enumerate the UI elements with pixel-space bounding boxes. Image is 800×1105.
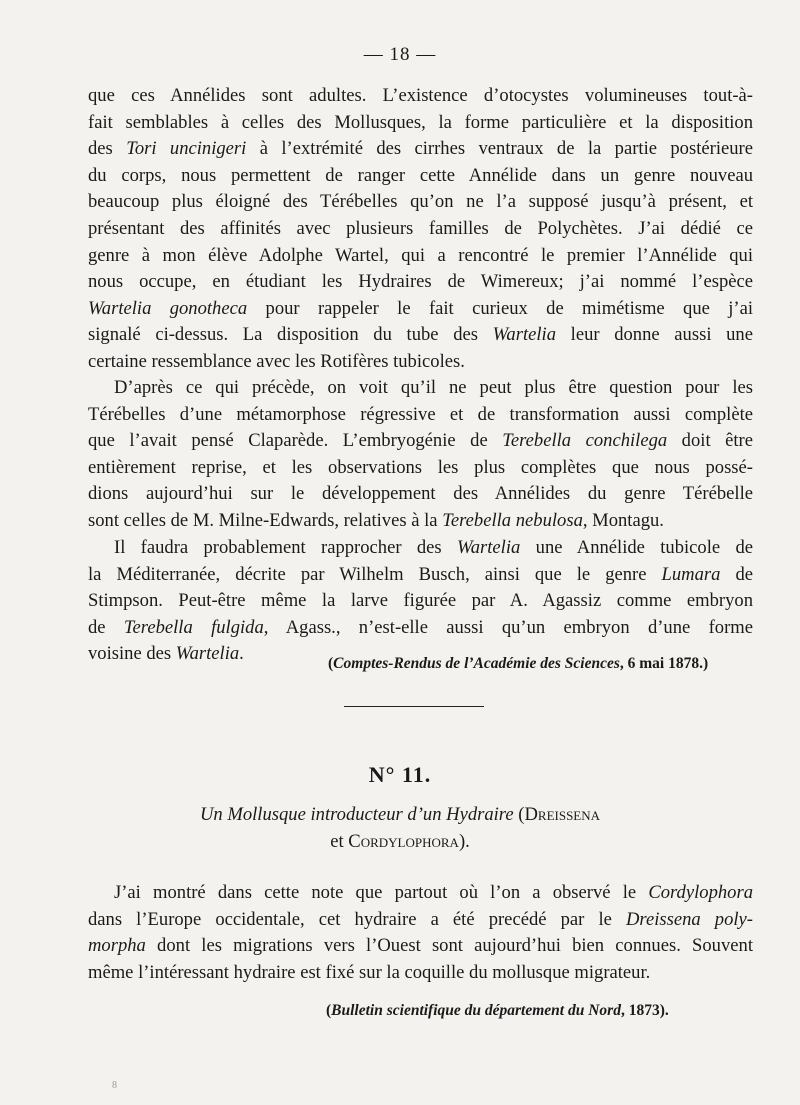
italic-term: Wartelia	[175, 643, 240, 665]
section-number: N° 11.	[368, 762, 432, 787]
text-line: certaine ressemblance avec les Rotifères tubicoles.	[88, 350, 465, 372]
text-line: de Terebella fulgida, Agass., n’est-elle aussi qu’un embryon d’une forme	[88, 616, 754, 638]
italic-term: Dreissena poly-	[625, 908, 753, 930]
title-cordylophora: Cordylophora	[348, 831, 459, 852]
citation-1-date: , 6 mai 1878.	[619, 655, 703, 672]
text-line: entièrement reprise, et les observations les plus complètes que nous possé-	[88, 456, 753, 478]
italic-term: Terebella conchilega	[502, 430, 668, 452]
text-line: des Tori uncinigeri à l’extrémité des cirrhes ventraux de la partie postérieure	[88, 138, 753, 160]
title-open: (	[513, 804, 525, 825]
paragraph-4-lines	[88, 880, 753, 986]
paragraph-3	[88, 535, 753, 668]
citation-2-open: (	[326, 1002, 332, 1019]
text-line: voisine des Wartelia.	[88, 643, 244, 665]
text-line: la Méditerranée, décrite par Wilhelm Busch, ainsi que le genre Lumara de	[88, 563, 753, 585]
text-line: que l’avait pensé Claparède. L’embryogénie de Terebella conchilega doit être	[88, 430, 753, 452]
text-line: morpha dont les migrations vers l’Ouest sont aujourd’hui bien connues. Souvent	[88, 935, 753, 957]
text-line: même l’intéressant hydraire est fixé sur la coquille du mollusque migrateur.	[88, 961, 651, 983]
paragraph-1-lines	[88, 83, 753, 376]
citation-comptes-rendus	[328, 655, 708, 673]
text-line: D’après ce qui précède, on voit qu’il ne peut plus être question pour les	[114, 377, 753, 398]
paragraph-4	[88, 880, 753, 986]
italic-term: Wartelia	[492, 324, 557, 346]
italic-term: Lumara	[661, 563, 721, 585]
text-line: J’ai montré dans cette note que partout où l’on a observé le Cordylophora	[114, 882, 753, 903]
footer-mark: 8	[112, 1080, 117, 1091]
text-line: Wartelia gonotheca pour rappeler le fait curieux de mimétisme que j’ai	[88, 297, 753, 319]
text-line: du corps, nous permettent de ranger cette Annélide dans un genre nouveau	[88, 164, 753, 186]
text-line: sont celles de M. Milne-Edwards, relatives à la Terebella nebulosa, Montagu.	[88, 509, 664, 531]
italic-term: Wartelia gonotheca	[88, 297, 248, 319]
italic-term: Tori uncinigeri	[126, 138, 247, 160]
italic-term: morpha	[88, 935, 146, 957]
italic-term: Terebella nebulosa	[442, 509, 583, 531]
citation-1-open: (	[328, 655, 334, 672]
paragraph-3-lines	[88, 535, 753, 668]
text-line: signalé ci-dessus. La disposition du tube des Wartelia leur donne aussi une	[88, 324, 753, 346]
text-line: Il faudra probablement rapprocher des Wartelia une Annélide tubicole de	[114, 537, 754, 558]
citation-2-close: ).	[659, 1002, 669, 1019]
title-and: et	[330, 831, 349, 852]
text-line: fait semblables à celles des Mollusques, la forme particulière et la disposition	[88, 111, 753, 133]
text-line: dans l’Europe occidentale, cet hydraire a été precédé par le Dreissena poly-	[88, 908, 753, 930]
title-close: ).	[458, 831, 470, 852]
text-line: dions aujourd’hui sur le développement des Annélides du genre Térébelle	[88, 483, 753, 505]
text-line: beaucoup plus éloigné des Térébelles qu’on ne l’a supposé jusqu’à présent, et	[88, 191, 753, 213]
italic-term: Cordylophora	[648, 882, 753, 903]
citation-2-date: , 1873	[620, 1002, 660, 1019]
citation-bulletin	[326, 1002, 669, 1020]
title-italic: Un Mollusque introducteur d’un Hydraire	[199, 804, 514, 825]
section-divider	[344, 706, 484, 707]
article-title	[0, 801, 800, 855]
paragraph-2	[88, 375, 753, 535]
title-line-1	[0, 801, 800, 828]
text-line: nous occupe, en étudiant les Hydraires de Wimereux; j’ai nommé l’espèce	[88, 271, 753, 293]
italic-term: Terebella fulgida	[123, 616, 264, 638]
text-line: que ces Annélides sont adultes. L’existence d’otocystes volumineuses tout-à-	[88, 85, 753, 106]
text-line: Térébelles d’une métamorphose régressive et de transformation aussi complète	[88, 403, 753, 425]
title-dreissena: Dreissena	[524, 804, 601, 825]
citation-1-close: )	[702, 655, 709, 672]
citation-1-source: Comptes-Rendus de l’Académie des Sciences	[333, 655, 620, 672]
citation-2-source: Bulletin scientifique du département du Nord	[331, 1002, 621, 1019]
paragraph-1	[88, 83, 753, 376]
paragraph-2-lines	[88, 375, 753, 535]
text-line: Stimpson. Peut-être même la larve figurée par A. Agassiz comme embryon	[88, 590, 753, 612]
text-line: présentant des affinités avec plusieurs familles de Polychètes. J’ai dédié ce	[88, 217, 753, 239]
italic-term: Wartelia	[456, 537, 521, 558]
text-line: genre à mon élève Adolphe Wartel, qui a rencontré le premier l’Annélide qui	[88, 244, 753, 266]
page-number: — 18 —	[363, 44, 437, 65]
title-line-2	[0, 828, 800, 855]
